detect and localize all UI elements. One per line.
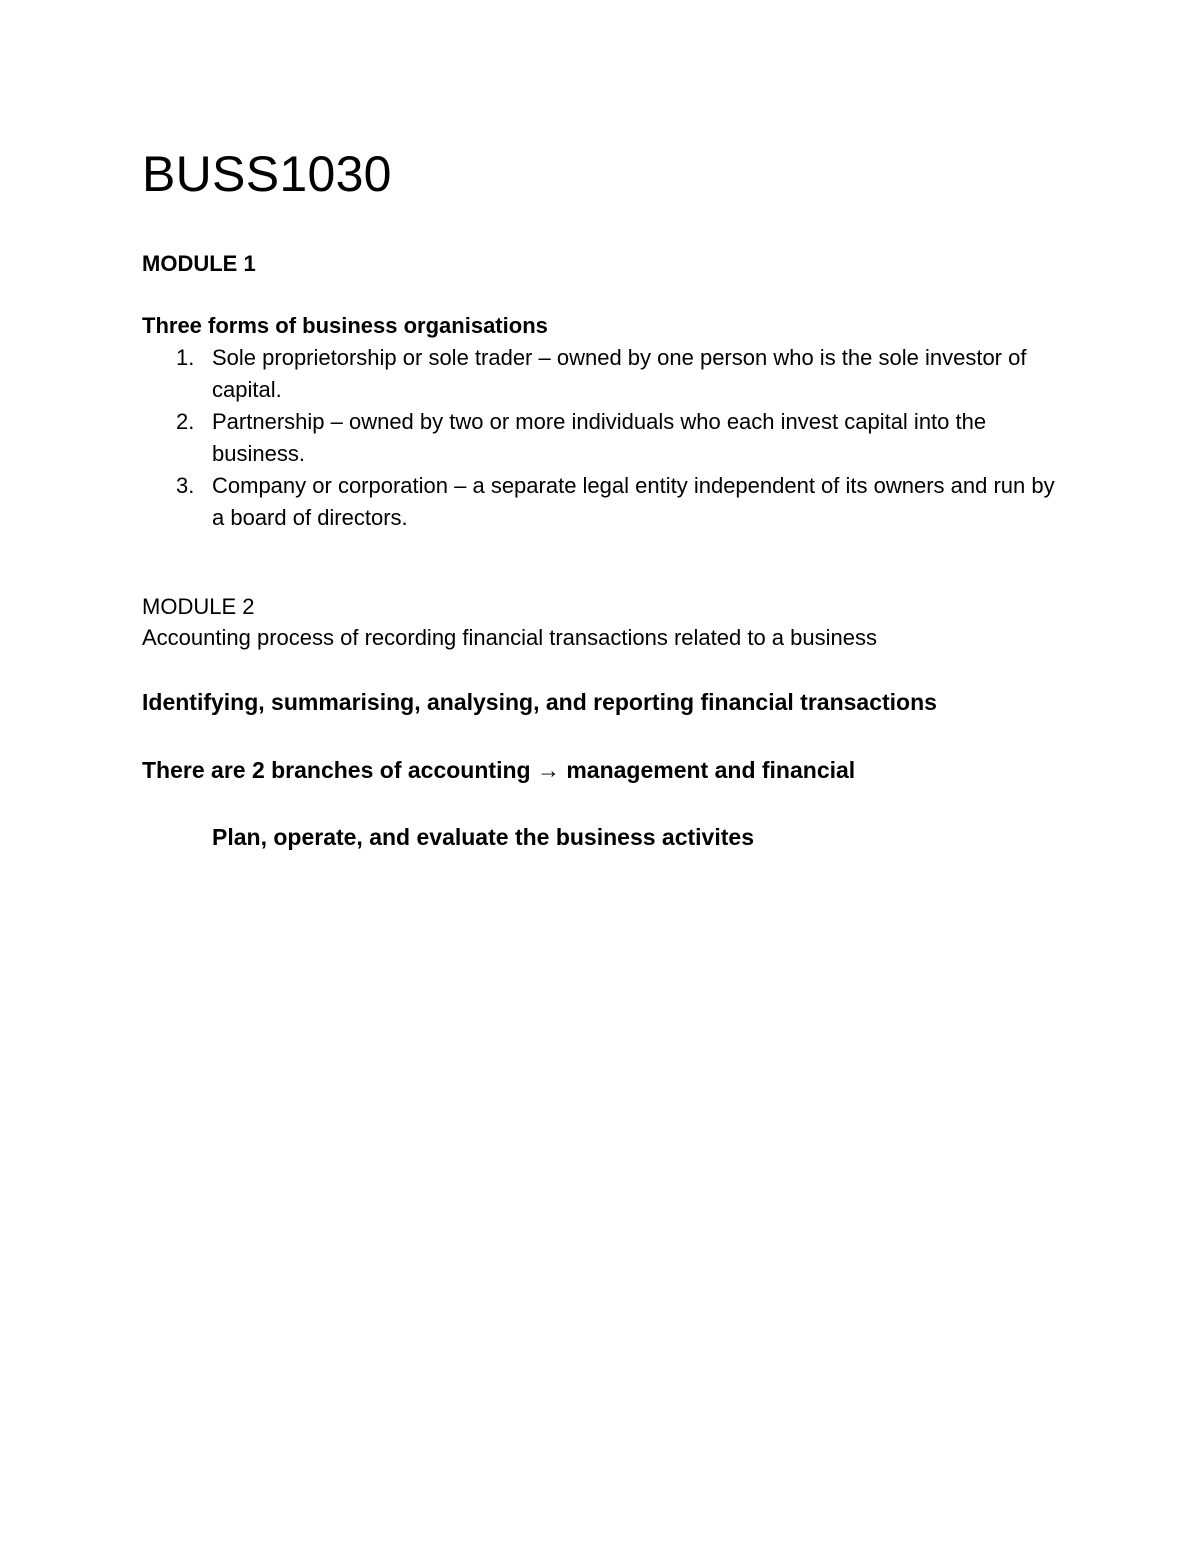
module2-heading: MODULE 2 (142, 594, 255, 619)
list-item (142, 342, 1072, 406)
accounting-definition: Identifying, summarising, analysing, and reporting financial transactions (142, 689, 937, 715)
list-item-text: Company or corporation – a separate legal entity independent of its owners and run by a board of directors. (212, 473, 1055, 530)
list-item-text: Sole proprietorship or sole trader – owned by one person who is the sole investor of capital. (212, 345, 1027, 402)
list-item-text: Partnership – owned by two or more individuals who each invest capital into the business. (212, 409, 987, 466)
module1-heading: MODULE 1 (142, 251, 256, 276)
list-item-number: 2. (176, 409, 195, 434)
module2-description: Accounting process of recording financial transactions related to a business (142, 625, 877, 650)
document-title: BUSS1030 (142, 146, 392, 202)
list-item-number: 1. (176, 345, 195, 370)
management-accounting-note: Plan, operate, and evaluate the business activites (212, 824, 754, 850)
list-item (142, 406, 1072, 470)
list-item-number: 3. (176, 473, 195, 498)
list-item (142, 470, 1072, 534)
accounting-branches: There are 2 branches of accounting → management and financial (142, 757, 856, 783)
business-forms-list (142, 342, 1072, 534)
business-forms-heading: Three forms of business organisations (142, 313, 548, 338)
